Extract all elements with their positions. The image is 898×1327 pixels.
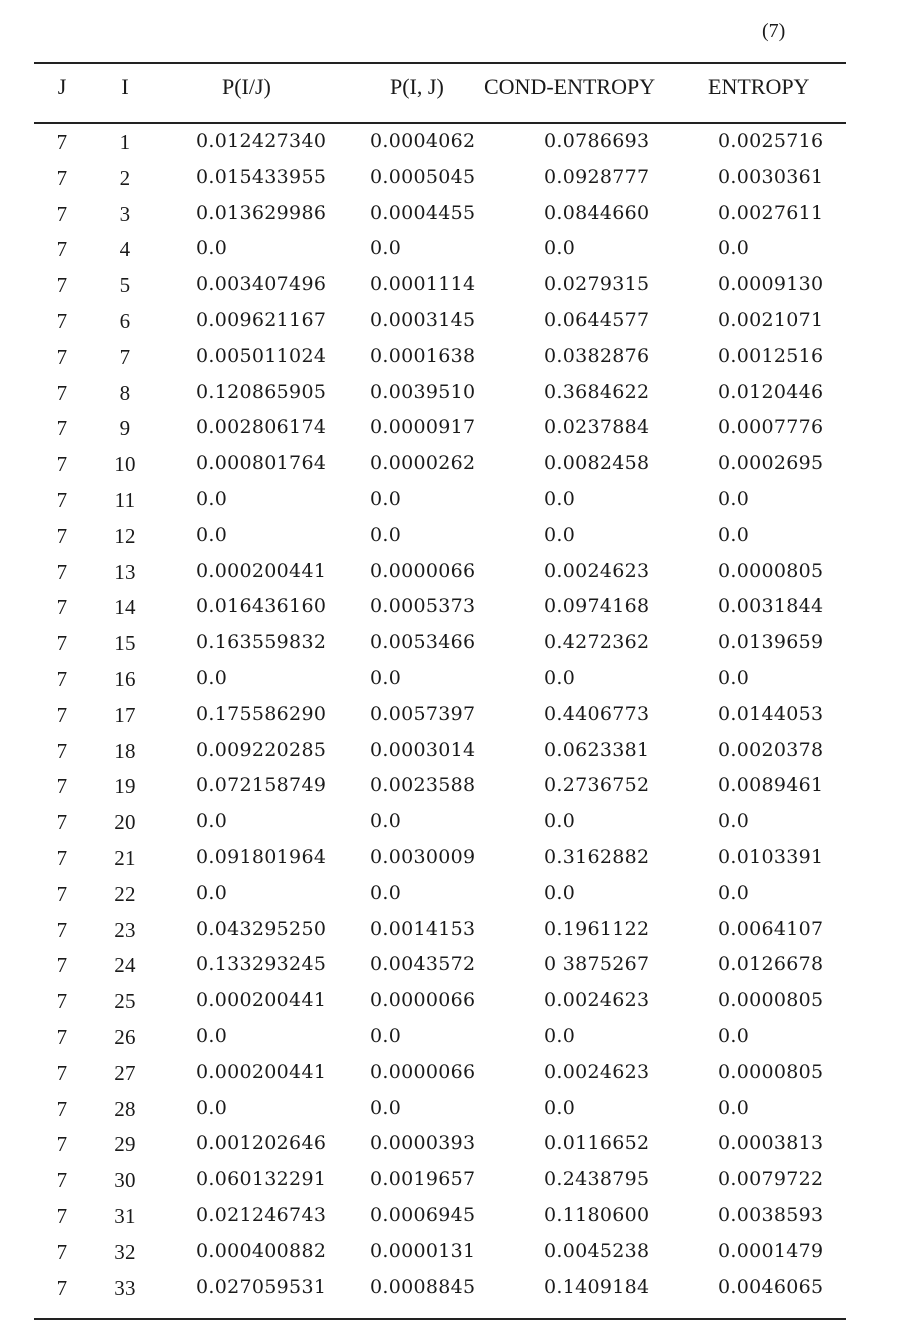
cell-entropy: 0.0046065 [718, 1275, 824, 1298]
cell-cond-entropy: 0.0 [544, 488, 576, 510]
table-row [0, 1061, 898, 1091]
table-row [0, 560, 898, 590]
cell-cond-entropy: 0.0974168 [544, 595, 650, 618]
table-row [0, 631, 898, 661]
table-row [0, 416, 898, 446]
cell-entropy: 0.0 [718, 237, 750, 260]
cell-cond-entropy: 0.0382876 [544, 344, 650, 367]
cell-cond-entropy: 0.2438795 [544, 1168, 650, 1191]
cell-i: 2 [119, 165, 131, 190]
cell-j: 7 [56, 1060, 68, 1085]
table-row [0, 381, 898, 411]
cell-p-i-given-j: 0.060132291 [196, 1168, 327, 1191]
table-row [0, 1204, 898, 1234]
table-bottom-rule [34, 1318, 846, 1320]
cell-p-i-j: 0.0004455 [370, 201, 476, 224]
cell-j: 7 [56, 344, 68, 369]
cell-p-i-given-j: 0.009621167 [196, 309, 327, 331]
cell-j: 7 [56, 953, 68, 978]
cell-i: 15 [114, 631, 136, 656]
table-row [0, 166, 898, 196]
cell-p-i-j: 0.0019657 [370, 1168, 476, 1191]
cell-p-i-given-j: 0.000200441 [196, 559, 327, 582]
cell-entropy: 0.0001479 [718, 1239, 824, 1262]
cell-i: 1 [119, 130, 131, 154]
cell-p-i-j: 0.0 [370, 1025, 402, 1047]
cell-p-i-j: 0.0 [370, 237, 402, 260]
cell-p-i-given-j: 0.001202646 [196, 1132, 327, 1155]
table-top-rule [34, 62, 846, 64]
cell-j: 7 [56, 452, 68, 477]
cell-entropy: 0.0007776 [718, 416, 824, 439]
cell-p-i-given-j: 0.027059531 [196, 1275, 327, 1298]
cell-cond-entropy: 0.1961122 [544, 917, 650, 940]
cell-p-i-j: 0.0 [370, 523, 402, 546]
cell-entropy: 0.0126678 [718, 953, 824, 976]
cell-p-i-j: 0.0043572 [370, 953, 476, 976]
cell-p-i-j: 0.0003145 [370, 309, 476, 331]
cell-p-i-given-j: 0.0 [196, 1096, 228, 1119]
cell-p-i-given-j: 0.0 [196, 1025, 228, 1047]
table-row [0, 882, 898, 912]
header-p-i-j: P(I, J) [390, 74, 444, 99]
cell-j: 7 [56, 237, 68, 262]
cell-p-i-given-j: 0.013629986 [196, 201, 327, 224]
table-row [0, 739, 898, 769]
cell-p-i-given-j: 0.120865905 [196, 380, 327, 403]
cell-j: 7 [56, 201, 68, 226]
page-number: (7) [762, 20, 786, 42]
cell-cond-entropy: 0.0623381 [544, 738, 650, 761]
table-row [0, 1025, 898, 1055]
table-row [0, 595, 898, 625]
cell-cond-entropy: 0.0024623 [544, 559, 650, 582]
cell-p-i-j: 0.0004062 [370, 130, 476, 152]
cell-cond-entropy: 0.4272362 [544, 631, 650, 654]
cell-entropy: 0.0000805 [718, 989, 824, 1012]
cell-cond-entropy: 0.0237884 [544, 416, 650, 439]
cell-p-i-given-j: 0.000200441 [196, 989, 327, 1012]
cell-i: 8 [119, 380, 131, 405]
cell-p-i-given-j: 0.043295250 [196, 917, 327, 940]
cell-p-i-given-j: 0.000801764 [196, 452, 327, 475]
cell-i: 31 [114, 1204, 136, 1228]
cell-p-i-j: 0.0057397 [370, 702, 476, 725]
cell-entropy: 0.0064107 [718, 917, 824, 940]
table-row [0, 918, 898, 948]
cell-entropy: 0.0120446 [718, 380, 824, 403]
cell-j: 7 [56, 1168, 68, 1193]
table-row [0, 1168, 898, 1198]
cell-j: 7 [56, 1239, 68, 1264]
cell-i: 16 [114, 667, 136, 691]
cell-cond-entropy: 0.0024623 [544, 1060, 650, 1083]
cell-p-i-given-j: 0.133293245 [196, 953, 327, 976]
header-p-i-given-j: P(I/J) [222, 74, 271, 99]
cell-i: 4 [119, 237, 131, 262]
cell-cond-entropy: 0 3875267 [544, 953, 650, 976]
cell-p-i-j: 0.0039510 [370, 380, 476, 403]
cell-j: 7 [56, 380, 68, 405]
cell-j: 7 [56, 667, 68, 691]
cell-entropy: 0.0 [718, 810, 750, 833]
cell-cond-entropy: 0.0024623 [544, 989, 650, 1012]
cell-entropy: 0.0144053 [718, 702, 824, 725]
cell-i: 5 [119, 273, 131, 298]
cell-p-i-given-j: 0.091801964 [196, 846, 327, 868]
cell-j: 7 [56, 273, 68, 298]
cell-i: 23 [114, 917, 136, 942]
table-header-rule [34, 122, 846, 124]
cell-i: 26 [114, 1025, 136, 1049]
table-row [0, 309, 898, 339]
cell-i: 12 [114, 523, 136, 548]
cell-p-i-j: 0.0 [370, 881, 402, 904]
cell-j: 7 [56, 559, 68, 584]
cell-cond-entropy: 0.0786693 [544, 130, 650, 152]
cell-p-i-j: 0.0006945 [370, 1204, 476, 1226]
cell-i: 32 [114, 1239, 136, 1264]
cell-p-i-given-j: 0.016436160 [196, 595, 327, 618]
cell-j: 7 [56, 523, 68, 548]
table-row [0, 1097, 898, 1127]
header-cond-entropy: COND-ENTROPY [484, 74, 656, 99]
cell-i: 13 [114, 559, 136, 584]
cell-cond-entropy: 0.3162882 [544, 846, 650, 868]
cell-cond-entropy: 0.0 [544, 667, 576, 689]
cell-p-i-j: 0.0014153 [370, 917, 476, 940]
cell-p-i-j: 0.0001638 [370, 344, 476, 367]
cell-i: 11 [114, 488, 136, 512]
cell-p-i-j: 0.0000066 [370, 1060, 476, 1083]
table-row [0, 345, 898, 375]
cell-p-i-j: 0.0 [370, 810, 402, 833]
cell-p-i-j: 0.0000917 [370, 416, 476, 439]
cell-cond-entropy: 0.1180600 [544, 1204, 650, 1226]
table-row [0, 1132, 898, 1162]
cell-i: 6 [119, 309, 131, 333]
header-j: J [57, 74, 67, 99]
table-row [0, 989, 898, 1019]
cell-i: 3 [119, 201, 131, 226]
cell-j: 7 [56, 1275, 68, 1300]
header-i: I [121, 74, 129, 99]
header-entropy: ENTROPY [708, 74, 810, 99]
cell-cond-entropy: 0.0 [544, 881, 576, 904]
cell-cond-entropy: 0.0 [544, 1096, 576, 1119]
cell-p-i-given-j: 0.012427340 [196, 130, 327, 152]
cell-cond-entropy: 0.0 [544, 810, 576, 833]
cell-j: 7 [56, 130, 68, 154]
cell-p-i-given-j: 0.163559832 [196, 631, 327, 654]
table-row [0, 452, 898, 482]
cell-p-i-j: 0.0 [370, 488, 402, 510]
cell-p-i-j: 0.0 [370, 667, 402, 689]
cell-p-i-j: 0.0000393 [370, 1132, 476, 1155]
cell-j: 7 [56, 1025, 68, 1049]
cell-i: 24 [114, 953, 136, 978]
cell-j: 7 [56, 774, 68, 799]
cell-p-i-given-j: 0.0 [196, 237, 228, 260]
cell-cond-entropy: 0.0 [544, 237, 576, 260]
cell-i: 27 [114, 1060, 136, 1085]
table-row [0, 810, 898, 840]
table-row [0, 667, 898, 697]
cell-entropy: 0.0 [718, 488, 750, 510]
table-row [0, 703, 898, 733]
cell-i: 30 [114, 1168, 136, 1193]
table-row [0, 846, 898, 876]
table-row [0, 1240, 898, 1270]
cell-i: 9 [119, 416, 131, 441]
cell-j: 7 [56, 738, 68, 763]
cell-entropy: 0.0 [718, 1096, 750, 1119]
cell-i: 17 [114, 702, 136, 727]
cell-entropy: 0.0002695 [718, 452, 824, 475]
cell-i: 29 [114, 1132, 136, 1157]
cell-cond-entropy: 0.0 [544, 1025, 576, 1047]
cell-p-i-given-j: 0.0 [196, 523, 228, 546]
cell-cond-entropy: 0.2736752 [544, 774, 650, 797]
cell-i: 20 [114, 810, 136, 835]
cell-entropy: 0.0003813 [718, 1132, 824, 1155]
cell-p-i-given-j: 0.000200441 [196, 1060, 327, 1083]
cell-p-i-j: 0.0005045 [370, 165, 476, 188]
cell-p-i-j: 0.0030009 [370, 846, 476, 868]
cell-j: 7 [56, 1096, 68, 1121]
cell-p-i-given-j: 0.0 [196, 667, 228, 689]
cell-i: 18 [114, 738, 136, 763]
cell-entropy: 0.0 [718, 667, 750, 689]
cell-entropy: 0.0012516 [718, 344, 824, 367]
cell-j: 7 [56, 631, 68, 656]
cell-j: 7 [56, 595, 68, 620]
cell-entropy: 0.0 [718, 881, 750, 904]
cell-cond-entropy: 0.0082458 [544, 452, 650, 475]
cell-i: 19 [114, 774, 136, 799]
cell-p-i-j: 0.0003014 [370, 738, 476, 761]
cell-p-i-given-j: 0.175586290 [196, 702, 327, 725]
table-row [0, 237, 898, 267]
cell-cond-entropy: 0.1409184 [544, 1275, 650, 1298]
cell-i: 21 [114, 846, 136, 870]
cell-p-i-given-j: 0.000400882 [196, 1239, 327, 1262]
cell-p-i-j: 0.0008845 [370, 1275, 476, 1298]
table-row [0, 774, 898, 804]
cell-j: 7 [56, 989, 68, 1014]
table-row [0, 1276, 898, 1306]
cell-j: 7 [56, 165, 68, 190]
cell-entropy: 0.0027611 [718, 201, 824, 224]
cell-entropy: 0.0000805 [718, 559, 824, 582]
cell-entropy: 0.0089461 [718, 774, 824, 797]
cell-i: 22 [114, 881, 136, 906]
cell-entropy: 0.0 [718, 523, 750, 546]
cell-p-i-j: 0.0001114 [370, 273, 476, 296]
cell-p-i-given-j: 0.002806174 [196, 416, 327, 439]
cell-j: 7 [56, 416, 68, 441]
cell-p-i-j: 0.0000131 [370, 1239, 476, 1262]
cell-p-i-given-j: 0.0 [196, 881, 228, 904]
cell-entropy: 0.0000805 [718, 1060, 824, 1083]
table-row [0, 130, 898, 160]
cell-p-i-given-j: 0.021246743 [196, 1204, 327, 1226]
cell-entropy: 0.0103391 [718, 846, 824, 868]
cell-entropy: 0.0038593 [718, 1204, 824, 1226]
table-header [0, 74, 898, 114]
cell-j: 7 [56, 846, 68, 870]
cell-i: 7 [119, 344, 131, 369]
cell-entropy: 0.0025716 [718, 130, 824, 152]
table-row [0, 488, 898, 518]
cell-j: 7 [56, 488, 68, 512]
cell-p-i-given-j: 0.009220285 [196, 738, 327, 761]
cell-i: 25 [114, 989, 136, 1014]
table-row [0, 273, 898, 303]
cell-entropy: 0.0079722 [718, 1168, 824, 1191]
cell-cond-entropy: 0.0644577 [544, 309, 650, 331]
cell-p-i-j: 0.0005373 [370, 595, 476, 618]
cell-cond-entropy: 0.4406773 [544, 702, 650, 725]
cell-entropy: 0.0021071 [718, 309, 824, 331]
cell-cond-entropy: 0.0116652 [544, 1132, 650, 1155]
cell-p-i-j: 0.0000262 [370, 452, 476, 475]
cell-p-i-given-j: 0.072158749 [196, 774, 327, 797]
cell-cond-entropy: 0.0928777 [544, 165, 650, 188]
cell-entropy: 0.0009130 [718, 273, 824, 296]
table-row [0, 202, 898, 232]
cell-cond-entropy: 0.0279315 [544, 273, 650, 296]
table-row [0, 953, 898, 983]
cell-j: 7 [56, 309, 68, 333]
cell-p-i-given-j: 0.0 [196, 488, 228, 510]
cell-cond-entropy: 0.0 [544, 523, 576, 546]
cell-p-i-given-j: 0.0 [196, 810, 228, 833]
cell-j: 7 [56, 1204, 68, 1228]
cell-i: 10 [114, 452, 136, 477]
cell-j: 7 [56, 702, 68, 727]
cell-p-i-j: 0.0000066 [370, 559, 476, 582]
cell-i: 14 [114, 595, 136, 620]
cell-i: 33 [114, 1275, 136, 1300]
cell-p-i-j: 0.0 [370, 1096, 402, 1119]
cell-j: 7 [56, 1132, 68, 1157]
cell-entropy: 0.0030361 [718, 165, 824, 188]
cell-cond-entropy: 0.3684622 [544, 380, 650, 403]
cell-entropy: 0.0139659 [718, 631, 824, 654]
cell-j: 7 [56, 810, 68, 835]
cell-p-i-j: 0.0000066 [370, 989, 476, 1012]
cell-p-i-given-j: 0.005011024 [196, 344, 327, 367]
cell-cond-entropy: 0.0844660 [544, 201, 650, 224]
cell-entropy: 0.0020378 [718, 738, 824, 761]
cell-entropy: 0.0031844 [718, 595, 824, 618]
cell-j: 7 [56, 881, 68, 906]
cell-p-i-j: 0.0023588 [370, 774, 476, 797]
table-row [0, 524, 898, 554]
cell-p-i-given-j: 0.015433955 [196, 165, 327, 188]
cell-entropy: 0.0 [718, 1025, 750, 1047]
cell-p-i-j: 0.0053466 [370, 631, 476, 654]
cell-cond-entropy: 0.0045238 [544, 1239, 650, 1262]
cell-j: 7 [56, 917, 68, 942]
cell-i: 28 [114, 1096, 136, 1121]
cell-p-i-given-j: 0.003407496 [196, 273, 327, 296]
